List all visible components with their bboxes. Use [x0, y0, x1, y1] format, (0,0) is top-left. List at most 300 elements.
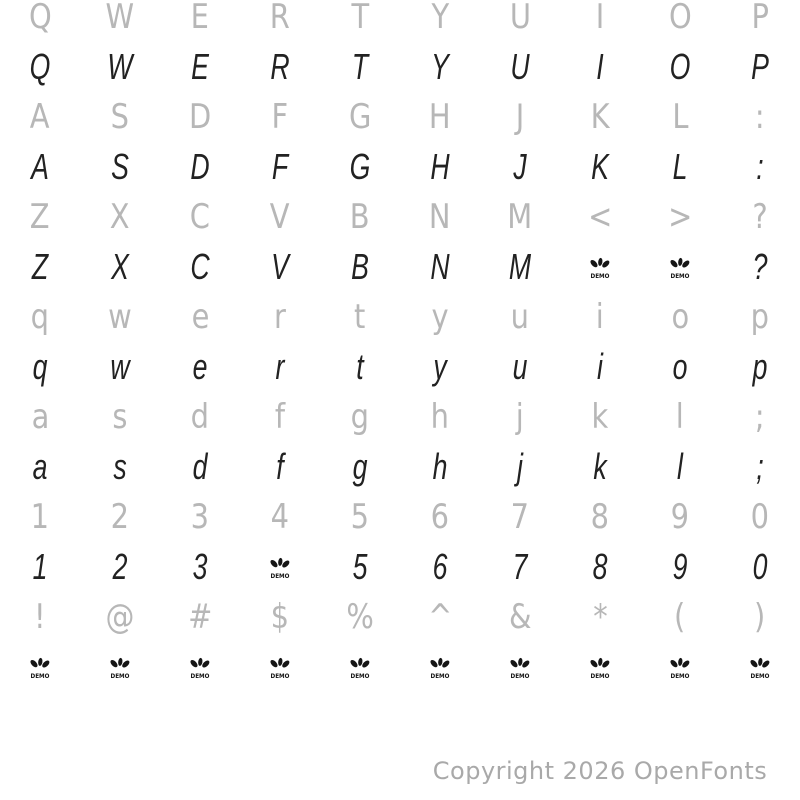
demo-watermark-icon	[28, 656, 52, 681]
specimen-glyph: k	[593, 446, 607, 487]
reference-glyph: D	[188, 97, 212, 137]
demo-watermark-icon	[668, 256, 692, 281]
demo-watermark-label: DEMO	[270, 671, 290, 680]
reference-glyph: V	[270, 197, 290, 237]
reference-glyph-cell	[480, 92, 560, 142]
specimen-glyph: 9	[672, 546, 688, 587]
reference-glyph-cell	[480, 492, 560, 542]
specimen-glyph: 7	[512, 546, 528, 587]
reference-glyph: R	[269, 0, 291, 37]
specimen-glyph: G	[349, 146, 371, 187]
specimen-glyph: C	[190, 246, 210, 287]
specimen-glyph: p	[752, 346, 768, 387]
reference-glyph: y	[431, 297, 449, 337]
specimen-glyph-cell	[480, 542, 560, 592]
specimen-glyph: 2	[112, 546, 128, 587]
specimen-glyph: J	[513, 146, 527, 187]
specimen-glyph: D	[190, 146, 210, 187]
demo-watermark-icon	[268, 656, 292, 681]
reference-glyph-cell	[80, 492, 160, 542]
reference-glyph-cell	[480, 592, 560, 642]
reference-glyph: 1	[30, 497, 50, 537]
reference-glyph-cell	[720, 0, 800, 42]
specimen-glyph: 5	[352, 546, 368, 587]
reference-glyph: 0	[750, 497, 770, 537]
specimen-glyph-cell	[80, 542, 160, 592]
reference-glyph-cell	[400, 592, 480, 642]
reference-glyph-cell	[80, 392, 160, 442]
reference-glyph: S	[110, 97, 130, 137]
charmap-row-7-reference	[0, 292, 800, 342]
specimen-glyph-cell	[320, 342, 400, 392]
specimen-glyph: L	[672, 146, 688, 187]
reference-glyph: U	[509, 0, 531, 37]
reference-glyph: ?	[752, 197, 768, 237]
specimen-glyph: o	[672, 346, 688, 387]
reference-glyph-cell	[560, 392, 640, 442]
specimen-glyph-cell	[320, 442, 400, 492]
reference-glyph-cell	[160, 92, 240, 142]
demo-glyph-cell	[640, 642, 720, 692]
specimen-glyph-cell	[560, 442, 640, 492]
reference-glyph: T	[351, 0, 369, 37]
specimen-glyph-cell	[160, 42, 240, 92]
specimen-glyph-cell	[320, 242, 400, 292]
specimen-glyph-cell	[320, 542, 400, 592]
reference-glyph: p	[750, 297, 770, 337]
reference-glyph-cell	[0, 192, 80, 242]
reference-glyph-cell	[160, 492, 240, 542]
reference-glyph: C	[189, 197, 211, 237]
charmap-row-14-specimen	[0, 642, 800, 692]
demo-glyph-cell	[160, 642, 240, 692]
specimen-glyph-cell	[160, 342, 240, 392]
specimen-glyph: R	[270, 46, 290, 87]
reference-glyph: 2	[110, 497, 130, 537]
specimen-glyph: B	[351, 246, 369, 287]
reference-glyph-cell	[80, 92, 160, 142]
specimen-glyph-cell	[160, 442, 240, 492]
specimen-glyph-cell	[240, 42, 320, 92]
specimen-glyph: T	[351, 46, 369, 87]
reference-glyph-cell	[560, 192, 640, 242]
reference-glyph-cell	[240, 92, 320, 142]
reference-glyph-cell	[160, 0, 240, 42]
reference-glyph: q	[30, 297, 50, 337]
demo-watermark-icon	[268, 556, 292, 581]
reference-glyph-cell	[560, 292, 640, 342]
specimen-glyph: 0	[752, 546, 768, 587]
reference-glyph-cell	[240, 0, 320, 42]
reference-glyph: #	[187, 597, 213, 637]
specimen-glyph-cell	[0, 242, 80, 292]
specimen-glyph-cell	[240, 442, 320, 492]
reference-glyph-cell	[640, 592, 720, 642]
specimen-glyph: s	[113, 446, 127, 487]
reference-glyph: I	[595, 0, 605, 37]
specimen-glyph: w	[110, 346, 130, 387]
specimen-glyph-cell	[640, 42, 720, 92]
demo-watermark-label: DEMO	[750, 671, 770, 680]
specimen-glyph-cell	[80, 142, 160, 192]
specimen-glyph-cell	[240, 342, 320, 392]
demo-glyph-cell	[400, 642, 480, 692]
specimen-glyph: r	[275, 346, 285, 387]
specimen-glyph: H	[430, 146, 450, 187]
reference-glyph: r	[274, 297, 286, 337]
reference-glyph: X	[110, 197, 130, 237]
reference-glyph-cell	[160, 392, 240, 442]
reference-glyph-cell	[320, 592, 400, 642]
reference-glyph: 8	[590, 497, 610, 537]
specimen-glyph-cell	[720, 242, 800, 292]
reference-glyph: k	[591, 397, 609, 437]
reference-glyph: @	[105, 597, 135, 637]
reference-glyph: %	[346, 597, 374, 637]
demo-watermark-label: DEMO	[590, 271, 610, 280]
reference-glyph: u	[510, 297, 530, 337]
specimen-glyph-cell	[720, 342, 800, 392]
reference-glyph: 4	[270, 497, 290, 537]
specimen-glyph-cell	[560, 342, 640, 392]
charmap-row-10-specimen	[0, 442, 800, 492]
reference-glyph: Z	[30, 197, 50, 237]
reference-glyph: d	[190, 397, 210, 437]
specimen-glyph-cell	[480, 142, 560, 192]
demo-watermark-label: DEMO	[510, 671, 530, 680]
reference-glyph: J	[515, 97, 525, 137]
specimen-glyph-cell	[480, 442, 560, 492]
specimen-glyph: I	[596, 46, 604, 87]
specimen-glyph: 6	[432, 546, 448, 587]
demo-watermark-label: DEMO	[670, 271, 690, 280]
charmap-row-11-reference	[0, 492, 800, 542]
reference-glyph-cell	[160, 292, 240, 342]
reference-glyph: e	[191, 297, 209, 337]
reference-glyph-cell	[160, 192, 240, 242]
specimen-glyph-cell	[80, 242, 160, 292]
reference-glyph-cell	[320, 92, 400, 142]
specimen-glyph: E	[191, 46, 209, 87]
demo-watermark-icon	[108, 656, 132, 681]
reference-glyph: L	[671, 97, 689, 137]
reference-glyph-cell	[320, 292, 400, 342]
reference-glyph-cell	[400, 0, 480, 42]
reference-glyph-cell	[480, 292, 560, 342]
reference-glyph-cell	[0, 392, 80, 442]
specimen-glyph-cell	[480, 242, 560, 292]
reference-glyph: 9	[670, 497, 690, 537]
charmap-row-6-specimen	[0, 242, 800, 292]
reference-glyph: P	[751, 0, 769, 37]
specimen-glyph-cell	[0, 42, 80, 92]
specimen-glyph: N	[430, 246, 450, 287]
specimen-glyph: M	[508, 246, 532, 287]
reference-glyph: K	[590, 97, 610, 137]
reference-glyph-cell	[320, 0, 400, 42]
reference-glyph-cell	[480, 392, 560, 442]
demo-watermark-icon	[428, 656, 452, 681]
specimen-glyph: S	[111, 146, 129, 187]
reference-glyph: W	[105, 0, 135, 37]
reference-glyph-cell	[560, 92, 640, 142]
reference-glyph: Q	[28, 0, 52, 37]
reference-glyph-cell	[320, 492, 400, 542]
reference-glyph: N	[429, 197, 451, 237]
reference-glyph-cell	[560, 0, 640, 42]
reference-glyph-cell	[640, 292, 720, 342]
specimen-glyph-cell	[400, 542, 480, 592]
reference-glyph-cell	[720, 492, 800, 542]
specimen-glyph: 3	[192, 546, 208, 587]
reference-glyph: H	[429, 97, 451, 137]
specimen-glyph: V	[271, 246, 289, 287]
reference-glyph-cell	[80, 592, 160, 642]
specimen-glyph: P	[751, 46, 769, 87]
reference-glyph-cell	[240, 592, 320, 642]
reference-glyph-cell	[0, 292, 80, 342]
specimen-glyph-cell	[160, 142, 240, 192]
demo-watermark-label: DEMO	[350, 671, 370, 680]
reference-glyph: i	[595, 297, 605, 337]
reference-glyph: f	[274, 397, 286, 437]
specimen-glyph-cell	[480, 342, 560, 392]
charmap-row-8-specimen	[0, 342, 800, 392]
reference-glyph: O	[668, 0, 692, 37]
specimen-glyph: Z	[31, 246, 49, 287]
reference-glyph: F	[271, 97, 289, 137]
demo-watermark-icon	[588, 256, 612, 281]
reference-glyph: <	[587, 197, 613, 237]
reference-glyph: :	[755, 97, 765, 137]
demo-watermark-icon	[668, 656, 692, 681]
specimen-glyph-cell	[720, 542, 800, 592]
reference-glyph-cell	[0, 492, 80, 542]
reference-glyph: s	[112, 397, 128, 437]
specimen-glyph: h	[432, 446, 448, 487]
reference-glyph: Y	[431, 0, 449, 37]
reference-glyph: !	[34, 597, 46, 637]
reference-glyph-cell	[240, 392, 320, 442]
demo-glyph-cell	[480, 642, 560, 692]
specimen-glyph: f	[276, 446, 284, 487]
specimen-glyph: j	[517, 446, 523, 487]
demo-glyph-cell	[240, 542, 320, 592]
reference-glyph: w	[108, 297, 132, 337]
specimen-glyph: A	[31, 146, 49, 187]
charmap-row-4-specimen	[0, 142, 800, 192]
specimen-glyph: F	[271, 146, 289, 187]
charmap-row-13-reference	[0, 592, 800, 642]
reference-glyph-cell	[400, 192, 480, 242]
specimen-glyph-cell	[240, 142, 320, 192]
reference-glyph-cell	[400, 492, 480, 542]
reference-glyph-cell	[640, 392, 720, 442]
specimen-glyph-cell	[720, 42, 800, 92]
demo-watermark-icon	[588, 656, 612, 681]
charmap-row-12-specimen	[0, 542, 800, 592]
specimen-glyph-cell	[80, 342, 160, 392]
specimen-glyph-cell	[640, 442, 720, 492]
demo-watermark-icon	[348, 656, 372, 681]
specimen-glyph-cell	[320, 42, 400, 92]
reference-glyph-cell	[720, 192, 800, 242]
reference-glyph-cell	[160, 592, 240, 642]
reference-glyph: G	[348, 97, 372, 137]
specimen-glyph: u	[512, 346, 528, 387]
demo-watermark-label: DEMO	[590, 671, 610, 680]
specimen-glyph-cell	[480, 42, 560, 92]
reference-glyph: &	[508, 597, 532, 637]
reference-glyph-cell	[80, 192, 160, 242]
reference-glyph-cell	[720, 92, 800, 142]
demo-glyph-cell	[80, 642, 160, 692]
reference-glyph: $	[270, 597, 290, 637]
demo-watermark-label: DEMO	[670, 671, 690, 680]
reference-glyph-cell	[240, 292, 320, 342]
demo-glyph-cell	[320, 642, 400, 692]
specimen-glyph-cell	[160, 542, 240, 592]
reference-glyph-cell	[400, 292, 480, 342]
reference-glyph: 5	[350, 497, 370, 537]
specimen-glyph: U	[510, 46, 530, 87]
reference-glyph: 7	[510, 497, 530, 537]
specimen-glyph-cell	[400, 142, 480, 192]
reference-glyph: ^	[427, 597, 453, 637]
reference-glyph-cell	[80, 292, 160, 342]
reference-glyph: >	[667, 197, 693, 237]
specimen-glyph: a	[32, 446, 48, 487]
charmap-row-2-specimen	[0, 42, 800, 92]
reference-glyph-cell	[640, 92, 720, 142]
demo-watermark-label: DEMO	[430, 671, 450, 680]
specimen-glyph-cell	[240, 242, 320, 292]
specimen-glyph: W	[107, 46, 133, 87]
reference-glyph-cell	[720, 592, 800, 642]
reference-glyph: 3	[190, 497, 210, 537]
demo-watermark-label: DEMO	[110, 671, 130, 680]
reference-glyph-cell	[400, 92, 480, 142]
specimen-glyph-cell	[560, 42, 640, 92]
charmap-row-5-reference	[0, 192, 800, 242]
demo-watermark-icon	[748, 656, 772, 681]
specimen-glyph-cell	[160, 242, 240, 292]
demo-glyph-cell	[640, 242, 720, 292]
specimen-glyph: ?	[752, 246, 768, 287]
demo-glyph-cell	[560, 642, 640, 692]
reference-glyph: B	[350, 197, 370, 237]
reference-glyph-cell	[0, 592, 80, 642]
reference-glyph-cell	[0, 0, 80, 42]
specimen-glyph: 8	[592, 546, 608, 587]
reference-glyph: 6	[430, 497, 450, 537]
reference-glyph-cell	[240, 492, 320, 542]
reference-glyph-cell	[720, 392, 800, 442]
reference-glyph-cell	[240, 192, 320, 242]
reference-glyph-cell	[560, 592, 640, 642]
reference-glyph: o	[671, 297, 689, 337]
specimen-glyph-cell	[400, 342, 480, 392]
specimen-glyph-cell	[720, 442, 800, 492]
reference-glyph: a	[31, 397, 49, 437]
reference-glyph-cell	[640, 192, 720, 242]
demo-watermark-icon	[188, 656, 212, 681]
reference-glyph: l	[675, 397, 685, 437]
specimen-glyph: g	[352, 446, 368, 487]
specimen-glyph-cell	[320, 142, 400, 192]
specimen-glyph: q	[32, 346, 48, 387]
reference-glyph: t	[354, 297, 366, 337]
reference-glyph-cell	[480, 192, 560, 242]
demo-glyph-cell	[560, 242, 640, 292]
specimen-glyph: O	[669, 46, 691, 87]
reference-glyph: h	[430, 397, 450, 437]
reference-glyph: E	[190, 0, 210, 37]
reference-glyph-cell	[320, 392, 400, 442]
demo-watermark-icon	[508, 656, 532, 681]
reference-glyph-cell	[80, 0, 160, 42]
specimen-glyph-cell	[720, 142, 800, 192]
reference-glyph-cell	[720, 292, 800, 342]
specimen-glyph: Q	[29, 46, 51, 87]
reference-glyph: )	[754, 597, 766, 637]
reference-glyph-cell	[640, 0, 720, 42]
demo-glyph-cell	[720, 642, 800, 692]
reference-glyph-cell	[400, 392, 480, 442]
specimen-glyph-cell	[400, 442, 480, 492]
reference-glyph: *	[592, 597, 608, 637]
reference-glyph: M	[507, 197, 533, 237]
specimen-glyph: e	[192, 346, 208, 387]
demo-watermark-label: DEMO	[30, 671, 50, 680]
reference-glyph-cell	[640, 492, 720, 542]
demo-glyph-cell	[0, 642, 80, 692]
demo-watermark-label: DEMO	[270, 571, 290, 580]
specimen-glyph-cell	[0, 442, 80, 492]
specimen-glyph: X	[111, 246, 129, 287]
reference-glyph-cell	[480, 0, 560, 42]
specimen-glyph-cell	[640, 342, 720, 392]
specimen-glyph: Y	[431, 46, 449, 87]
specimen-glyph-cell	[560, 142, 640, 192]
reference-glyph: ;	[755, 397, 765, 437]
specimen-glyph-cell	[0, 142, 80, 192]
specimen-glyph: ;	[756, 446, 764, 487]
specimen-glyph: i	[597, 346, 603, 387]
specimen-glyph: y	[433, 346, 447, 387]
specimen-glyph: d	[192, 446, 208, 487]
demo-watermark-label: DEMO	[190, 671, 210, 680]
demo-glyph-cell	[240, 642, 320, 692]
charmap-row-9-reference	[0, 392, 800, 442]
reference-glyph: (	[674, 597, 686, 637]
specimen-glyph: 1	[32, 546, 48, 587]
reference-glyph: g	[350, 397, 370, 437]
specimen-glyph-cell	[80, 42, 160, 92]
specimen-glyph-cell	[80, 442, 160, 492]
specimen-glyph: :	[756, 146, 764, 187]
specimen-glyph-cell	[560, 542, 640, 592]
reference-glyph-cell	[560, 492, 640, 542]
specimen-glyph-cell	[0, 542, 80, 592]
reference-glyph: A	[30, 97, 50, 137]
charmap-row-1-reference	[0, 0, 800, 42]
specimen-glyph-cell	[400, 242, 480, 292]
charmap-row-3-reference	[0, 92, 800, 142]
reference-glyph-cell	[0, 92, 80, 142]
specimen-glyph-cell	[400, 42, 480, 92]
specimen-glyph: K	[591, 146, 609, 187]
